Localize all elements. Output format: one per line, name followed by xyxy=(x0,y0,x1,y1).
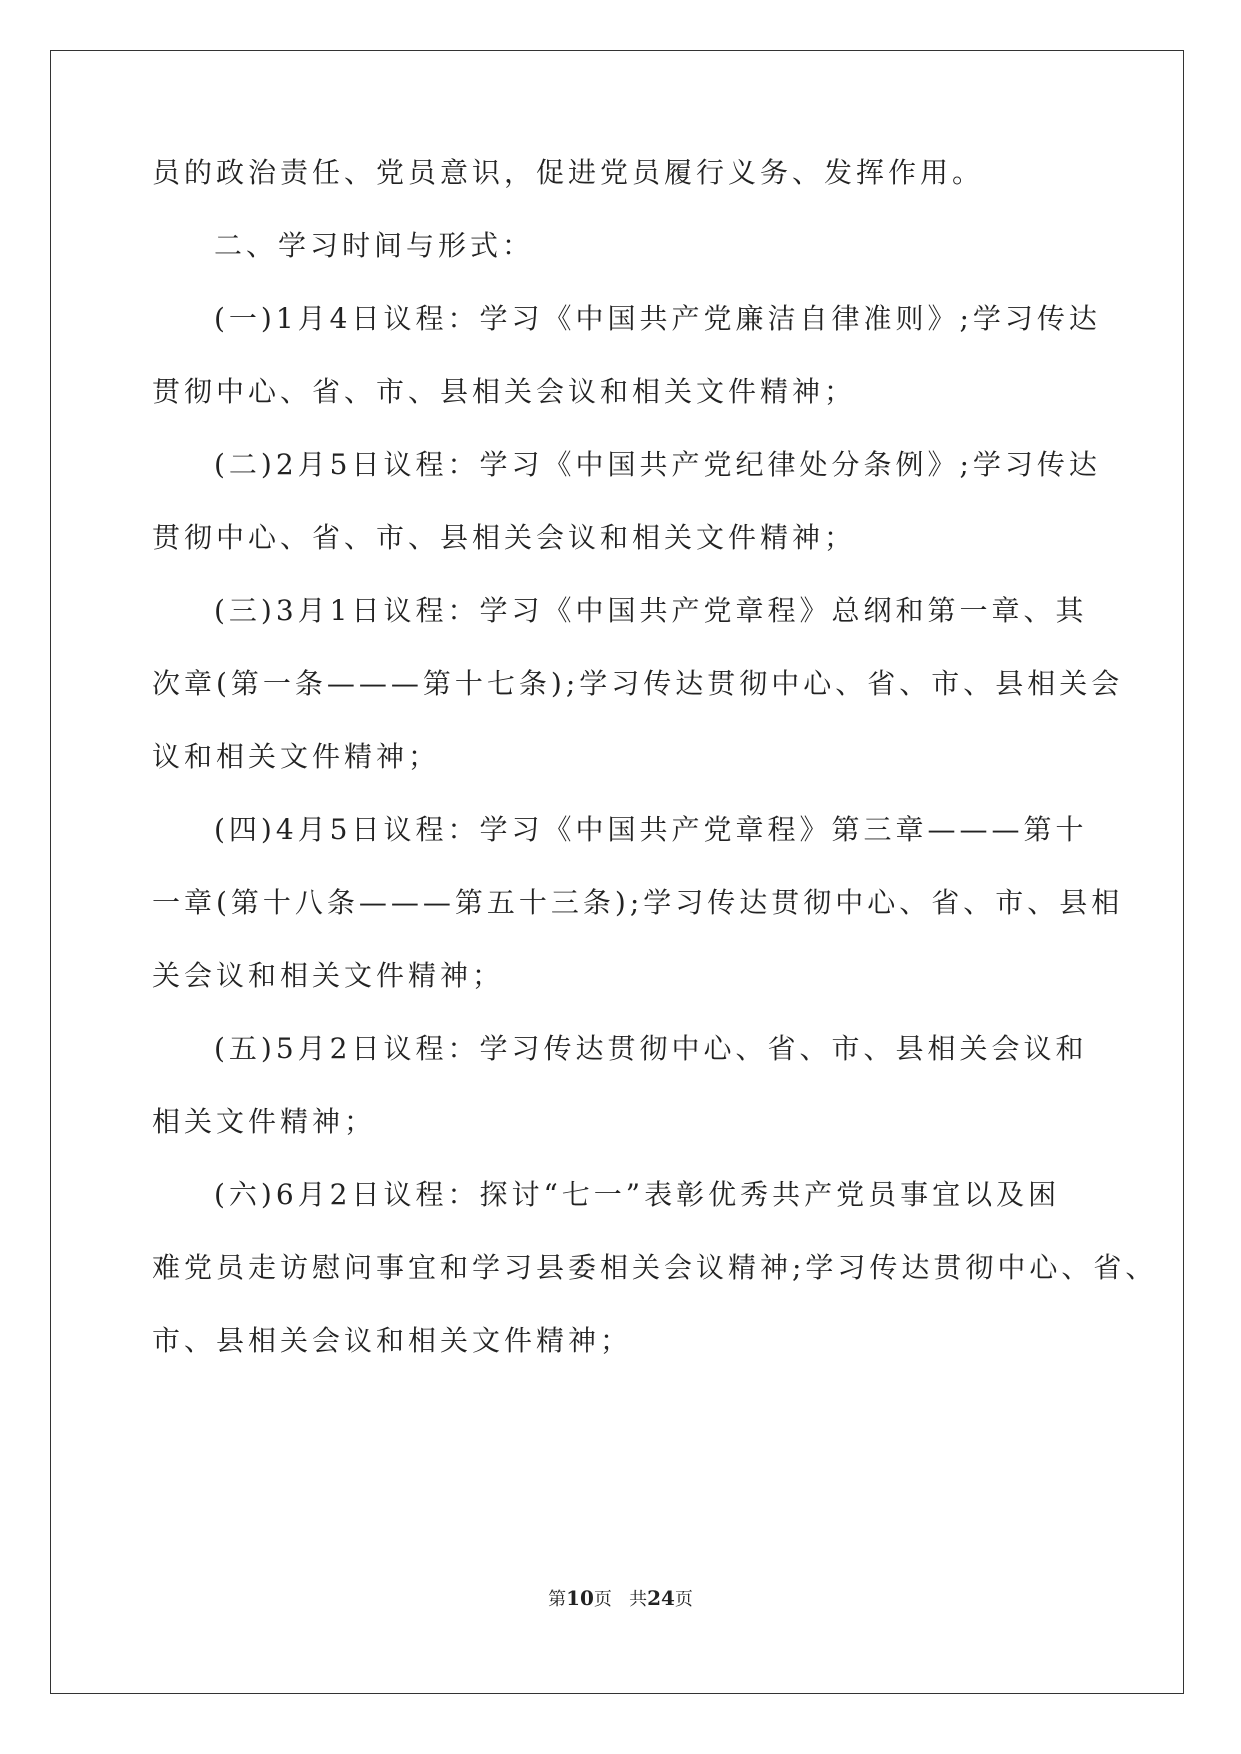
paragraph-line: 贯彻中心、省、市、县相关会议和相关文件精神； xyxy=(152,521,857,554)
paragraph-line: 相关文件精神； xyxy=(152,1105,377,1138)
paragraph-line: 次章(第一条———第十七条);学习传达贯彻中心、省、市、县相关会 xyxy=(152,667,1124,700)
paragraph-line: 贯彻中心、省、市、县相关会议和相关文件精神； xyxy=(152,375,857,408)
paragraph-line: 一章(第十八条———第五十三条);学习传达贯彻中心、省、市、县相 xyxy=(152,886,1124,919)
page-number: 10 xyxy=(566,1586,594,1610)
paragraph-line: 市、县相关会议和相关文件精神； xyxy=(152,1324,633,1357)
paragraph-line: (六)6月2日议程：探讨“七一”表彰优秀共产党员事宜以及困 xyxy=(214,1178,1061,1211)
paragraph-line: 关会议和相关文件精神； xyxy=(152,959,505,992)
paragraph-line: (一)1月4日议程：学习《中国共产党廉洁自律准则》;学习传达 xyxy=(214,302,1101,335)
paragraph-line: 员的政治责任、党员意识，促进党员履行义务、发挥作用。 xyxy=(152,156,985,189)
paragraph-line: (三)3月1日议程：学习《中国共产党章程》总纲和第一章、其 xyxy=(214,594,1088,627)
paragraph-line: 议和相关文件精神； xyxy=(152,740,441,773)
page-footer xyxy=(0,1585,1241,1611)
paragraph-line: 难党员走访慰问事宜和学习县委相关会议精神;学习传达贯彻中心、省、 xyxy=(152,1251,1158,1284)
paragraph-line: (四)4月5日议程：学习《中国共产党章程》第三章———第十 xyxy=(214,813,1088,846)
total-pages: 24 xyxy=(647,1586,675,1610)
page-border xyxy=(50,50,1184,1694)
page-suffix: 页 xyxy=(593,1589,612,1610)
paragraph-line: (二)2月5日议程：学习《中国共产党纪律处分条例》;学习传达 xyxy=(214,448,1101,481)
total-suffix: 页 xyxy=(674,1589,693,1610)
page-prefix: 第 xyxy=(548,1589,567,1610)
paragraph-line: (五)5月2日议程：学习传达贯彻中心、省、市、县相关会议和 xyxy=(214,1032,1088,1065)
total-prefix: 共 xyxy=(629,1589,648,1610)
section-heading: 二、学习时间与形式： xyxy=(214,229,535,262)
